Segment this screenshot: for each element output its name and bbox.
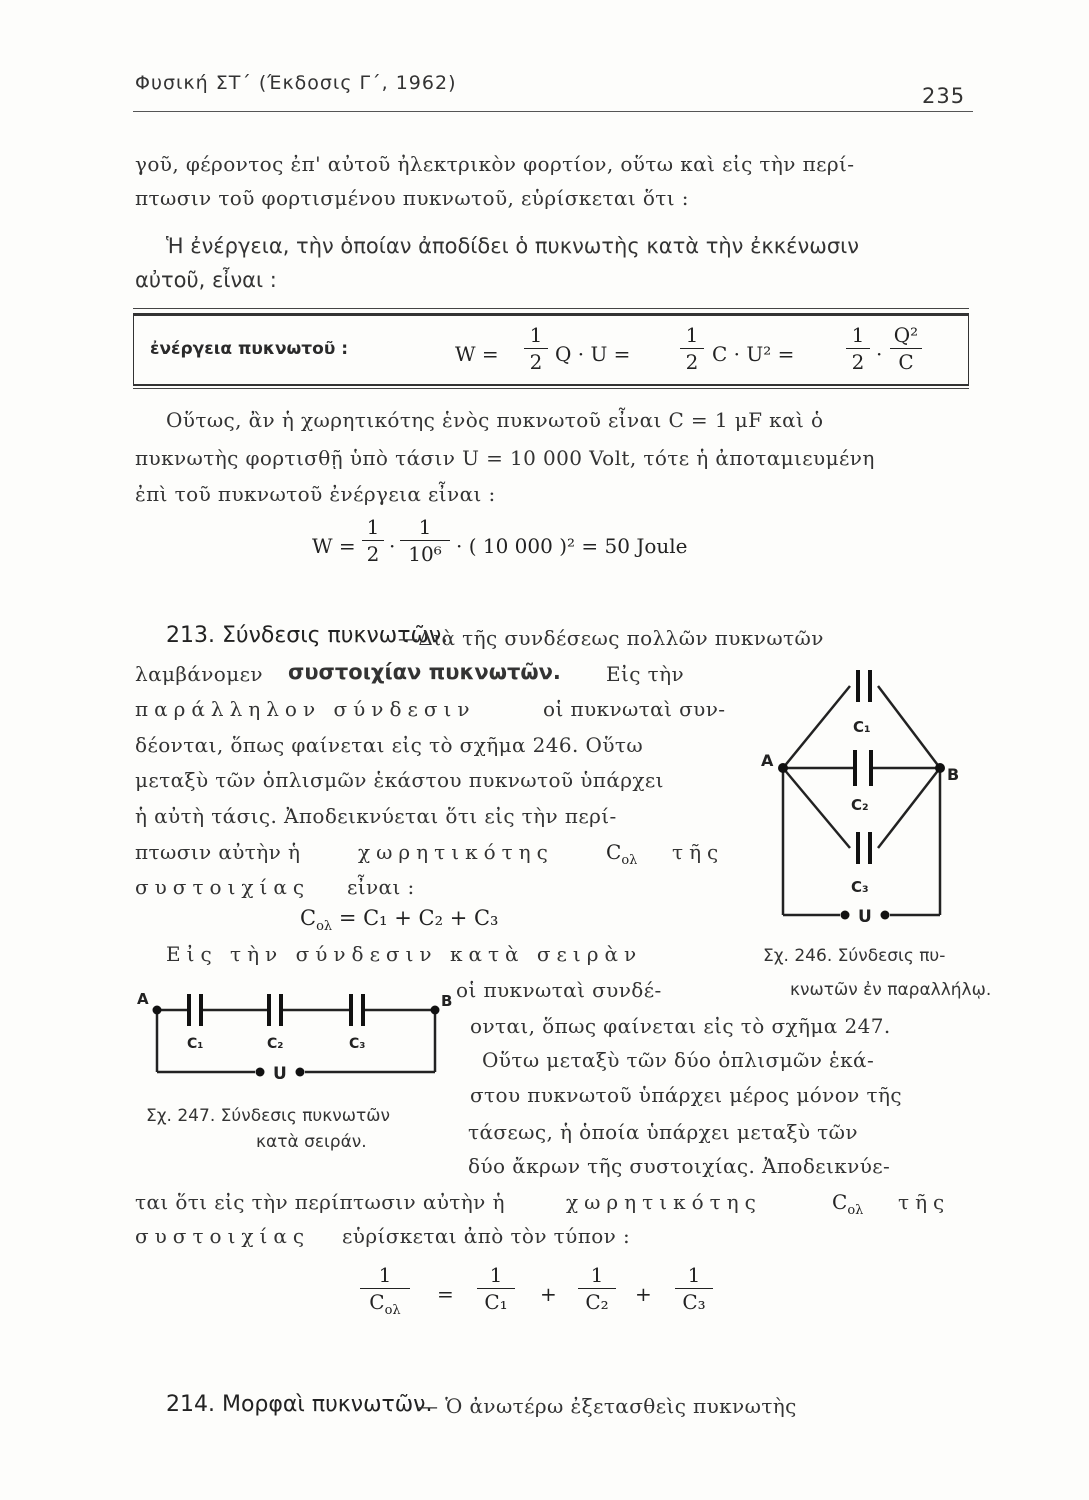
label-u: U	[858, 907, 872, 927]
last2-line-a: συστοιχίας	[135, 1224, 311, 1248]
energy-sentence-1: Ἡ ἐνέργεια, τὴν ὁποίαν ἀποδίδει ὁ πυκνωτὴς κατὰ τὴν ἐκκένωσιν	[166, 234, 859, 258]
section-213-line-1: —Διὰ τῆς συνδέσεως πολλῶν πυκνωτῶν	[398, 626, 824, 650]
c-subscript: ολ	[621, 853, 638, 868]
parallel-formula	[300, 906, 498, 934]
series-line-6: δύο ἄκρων τῆς συστοιχίας. Ἀποδεικνύε-	[468, 1154, 891, 1178]
terminal-u-left	[256, 1068, 265, 1077]
fig247-caption-1: Σχ. 247. Σύνδεσις πυκνωτῶν	[146, 1106, 390, 1126]
series-intro: Εἰς τὴν σύνδεσιν κατὰ σειρὰν	[166, 942, 643, 966]
example-line-2: πυκνωτὴς φορτισθῇ ὑπὸ τάσιν U = 10 000 Volt, τότε ἡ ἀποταμιευμένη	[135, 446, 875, 470]
example-frac-2	[400, 515, 450, 566]
section-213-heading: 213. Σύνδεσις πυκνωτῶν.	[166, 623, 449, 648]
energy-t2-frac	[680, 323, 704, 374]
series-b-frac	[578, 1263, 616, 1314]
wire	[878, 768, 940, 848]
series-lhs-den-c: C	[369, 1290, 385, 1314]
last-line-a: ται ὅτι εἰς τὴν περίπτωσιν αὐτὴν ἡ	[135, 1190, 505, 1214]
label-c3: C₃	[851, 878, 869, 896]
s213-line2-c: Εἰς τὴν	[606, 662, 685, 686]
series-a-num: 1	[489, 1263, 503, 1287]
s213-line7-b: χωρητικότης	[358, 840, 554, 864]
energy-t3-num: 1	[851, 323, 865, 347]
last-line-c	[832, 1190, 863, 1218]
energy-t3-dot: ·	[876, 342, 883, 366]
energy-sentence-2: αὐτοῦ, εἶναι :	[135, 268, 277, 292]
series-a-den: C₁	[484, 1290, 508, 1314]
energy-t3-den2: C	[898, 350, 914, 374]
energy-t1-num: 1	[529, 323, 543, 347]
series-line-1: οἱ πυκνωταὶ συνδέ-	[456, 978, 662, 1002]
series-c-den: C₃	[682, 1290, 706, 1314]
example-line-1: Οὕτως, ἂν ἡ χωρητικότης ἑνὸς πυκνωτοῦ εἶναι C = 1 μF καὶ ὁ	[166, 408, 824, 432]
series-b-num: 1	[590, 1263, 604, 1287]
wire	[783, 768, 850, 848]
energy-t2-rest: C · U² =	[712, 342, 795, 366]
terminal-b	[935, 763, 945, 773]
s213-line6: ἡ αὐτὴ τάσις. Ἀποδεικνύεται ὅτι εἰς τὴν περί-	[135, 804, 617, 828]
energy-t2-num: 1	[685, 323, 699, 347]
label-a: A	[761, 751, 774, 770]
s213-line7-c	[606, 840, 637, 868]
series-lhs-frac	[360, 1263, 410, 1318]
c-symbol: C	[832, 1190, 848, 1214]
label-c2: C₂	[267, 1036, 284, 1052]
energy-t1-rest: Q · U =	[555, 342, 631, 366]
example-rest: · ( 10 000 )² = 50 Joule	[456, 534, 688, 558]
series-eq: =	[437, 1282, 454, 1306]
fig246-caption-2: κνωτῶν ἐν παραλλήλῳ.	[790, 980, 992, 1000]
series-lhs-num: 1	[378, 1263, 392, 1287]
series-line-2: ονται, ὅπως φαίνεται εἰς τὸ σχῆμα 247.	[470, 1014, 891, 1038]
fraction-bar	[846, 348, 870, 349]
fraction-bar	[578, 1288, 616, 1289]
energy-t3-den: 2	[851, 350, 865, 374]
label-b: B	[441, 992, 453, 1010]
series-lhs-den-sub: ολ	[384, 1303, 401, 1318]
label-a: A	[137, 990, 149, 1008]
example-f2-num: 1	[418, 515, 432, 539]
s213-line2-b: συστοιχίαν πυκνωτῶν.	[288, 660, 561, 684]
page-number: 235	[922, 84, 966, 108]
series-line-3: Οὕτω μεταξὺ τῶν δύο ὁπλισμῶν ἑκά-	[482, 1048, 875, 1072]
example-dot: ·	[389, 534, 396, 558]
energy-lhs: W =	[455, 342, 499, 366]
label-u: U	[273, 1064, 287, 1084]
wire	[783, 686, 850, 768]
energy-box-top-rule	[133, 308, 969, 309]
series-c-frac	[675, 1263, 713, 1314]
example-frac-1	[362, 515, 384, 566]
example-line-3: ἐπὶ τοῦ πυκνωτοῦ ἐνέργεια εἶναι :	[135, 482, 496, 506]
label-c2: C₂	[851, 796, 869, 814]
example-f2-den: 10⁶	[408, 542, 442, 566]
energy-box-bottom-rule	[133, 388, 969, 389]
parallel-lhs-sub: ολ	[316, 919, 333, 935]
figure-246-parallel-circuit	[755, 660, 985, 935]
series-plus-2: +	[635, 1282, 652, 1306]
s213-line7-d: τῆς	[672, 840, 725, 864]
last2-line-b: εὑρίσκεται ἀπὸ τὸν τύπον :	[342, 1224, 631, 1248]
energy-t3-frac	[846, 323, 870, 374]
terminal-u-left	[841, 911, 850, 920]
terminal-a	[153, 1006, 162, 1015]
terminal-u-right	[881, 911, 890, 920]
series-line-4: στου πυκνωτοῦ ὑπάρχει μέρος μόνον τῆς	[470, 1083, 902, 1107]
example-f1-num: 1	[366, 515, 380, 539]
series-line-5: τάσεως, ἡ ὁποία ὑπάρχει μεταξὺ τῶν	[468, 1120, 858, 1144]
fraction-bar	[524, 348, 548, 349]
series-c-num: 1	[687, 1263, 701, 1287]
terminal-a	[778, 763, 788, 773]
s213-line4: δέονται, ὅπως φαίνεται εἰς τὸ σχῆμα 246. Οὕτω	[135, 733, 644, 757]
last-line-b: χωρητικότης	[566, 1190, 762, 1214]
label-b: B	[947, 765, 960, 784]
intro-line-2: πτωσιν τοῦ φορτισμένου πυκνωτοῦ, εὑρίσκεται ὅτι :	[135, 186, 689, 210]
s213-line8-a: συστοιχίας	[135, 875, 311, 899]
last-line-d: τῆς	[898, 1190, 951, 1214]
series-a-frac	[477, 1263, 515, 1314]
energy-t2-den: 2	[685, 350, 699, 374]
energy-t3-num2: Q²	[893, 323, 919, 347]
fraction-bar	[477, 1288, 515, 1289]
parallel-lhs: C	[300, 906, 317, 930]
fraction-bar	[360, 1288, 410, 1289]
fig247-caption-2: κατὰ σειράν.	[256, 1132, 367, 1152]
series-b-den: C₂	[585, 1290, 609, 1314]
label-c3: C₃	[349, 1036, 366, 1052]
section-214-text: — Ὁ ἀνωτέρω ἐξετασθεὶς πυκνωτὴς	[418, 1394, 797, 1418]
s213-line7-a: πτωσιν αὐτὴν ἡ	[135, 840, 301, 864]
parallel-rhs: = C₁ + C₂ + C₃	[338, 906, 499, 930]
terminal-b	[431, 1006, 440, 1015]
s213-line2-a: λαμβάνομεν	[135, 662, 263, 686]
label-c1: C₁	[187, 1036, 204, 1052]
s213-line3-b: οἱ πυκνωταὶ συν-	[543, 697, 726, 721]
header-rule	[133, 111, 973, 112]
running-header: Φυσική ΣΤ΄ (Έκδοσις Γ΄, 1962)	[135, 72, 457, 94]
s213-line3-a: παράλληλον σύνδεσιν	[135, 697, 476, 721]
intro-line-1: γοῦ, φέροντος ἐπ' αὐτοῦ ἠλεκτρικὸν φορτίον, οὕτω καὶ εἰς τὴν περί-	[135, 152, 855, 176]
series-plus-1: +	[540, 1282, 557, 1306]
terminal-u-right	[296, 1068, 305, 1077]
example-w: W =	[312, 534, 356, 558]
energy-t3-frac2	[890, 323, 922, 374]
s213-line8-b: εἶναι :	[347, 875, 415, 899]
s213-line5: μεταξὺ τῶν ὁπλισμῶν ἑκάστου πυκνωτοῦ ὑπάρχει	[135, 768, 664, 792]
fraction-bar	[675, 1288, 713, 1289]
series-lhs-den	[360, 1290, 410, 1318]
example-f1-den: 2	[366, 542, 380, 566]
fraction-bar	[890, 348, 922, 349]
section-214-heading: 214. Μορφαὶ πυκνωτῶν.	[166, 1392, 433, 1417]
label-c1: C₁	[853, 718, 871, 736]
wire	[878, 686, 940, 768]
c-symbol: C	[606, 840, 622, 864]
c-subscript: ολ	[847, 1203, 864, 1218]
energy-t1-den: 2	[529, 350, 543, 374]
fraction-bar	[680, 348, 704, 349]
energy-t1-frac	[524, 323, 548, 374]
figure-247-series-circuit	[135, 980, 470, 1085]
fraction-bar	[362, 540, 384, 541]
energy-box-label: ἐνέργεια πυκνωτοῦ :	[150, 339, 349, 359]
fig246-caption-1: Σχ. 246. Σύνδεσις πυ-	[763, 946, 946, 966]
fraction-bar	[400, 540, 450, 541]
